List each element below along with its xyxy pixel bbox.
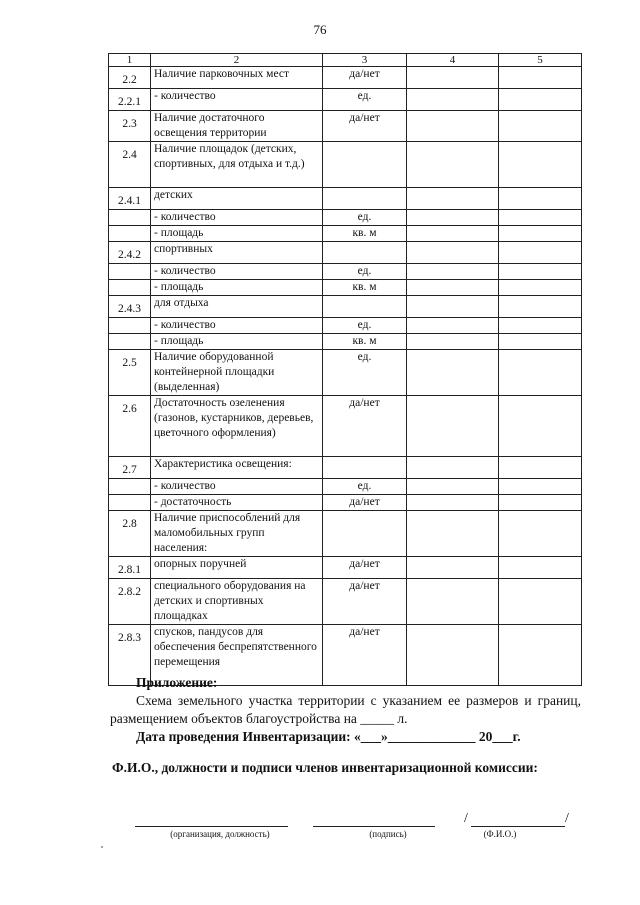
row-number: 2.5 bbox=[109, 350, 151, 396]
table-row bbox=[109, 188, 582, 210]
row-unit: ед. bbox=[323, 210, 407, 226]
table-row bbox=[109, 280, 582, 296]
row-indicator: специального оборудования на детских и спортивных площадках bbox=[151, 579, 323, 625]
row-value-col5 bbox=[499, 89, 582, 111]
row-number bbox=[109, 334, 151, 350]
row-unit: да/нет bbox=[323, 396, 407, 457]
table-row bbox=[109, 334, 582, 350]
row-unit: ед. bbox=[323, 264, 407, 280]
row-value-col4 bbox=[407, 280, 499, 296]
row-indicator: спусков, пандусов для обеспечения беспрепятственного перемещения bbox=[151, 625, 323, 686]
row-value-col5 bbox=[499, 511, 582, 557]
header-cell: 1 bbox=[109, 54, 151, 67]
row-value-col5 bbox=[499, 264, 582, 280]
row-value-col5 bbox=[499, 242, 582, 264]
row-number bbox=[109, 226, 151, 242]
row-number bbox=[109, 264, 151, 280]
signature-line bbox=[313, 826, 435, 827]
row-indicator: Наличие площадок (детских, спортивных, для отдыха и т.д.) bbox=[151, 142, 323, 188]
table-row bbox=[109, 396, 582, 457]
row-value-col4 bbox=[407, 67, 499, 89]
inventory-date-line: Дата проведения Инвентаризации: «___»_____________ 20___г. bbox=[136, 729, 521, 744]
row-value-col4 bbox=[407, 511, 499, 557]
row-value-col4 bbox=[407, 188, 499, 210]
row-value-col5 bbox=[499, 457, 582, 479]
row-value-col5 bbox=[499, 210, 582, 226]
row-indicator: - количество bbox=[151, 318, 323, 334]
row-value-col4 bbox=[407, 479, 499, 495]
row-indicator: - количество bbox=[151, 264, 323, 280]
row-value-col5 bbox=[499, 350, 582, 396]
row-unit bbox=[323, 142, 407, 188]
row-value-col5 bbox=[499, 479, 582, 495]
row-indicator: - количество bbox=[151, 210, 323, 226]
row-number bbox=[109, 495, 151, 511]
row-value-col4 bbox=[407, 579, 499, 625]
appendix-text: Схема земельного участка территории с указанием ее размеров и границ, размещением объектов благоустройства на _____ л. bbox=[110, 693, 581, 726]
row-value-col4 bbox=[407, 457, 499, 479]
header-cell: 2 bbox=[151, 54, 323, 67]
row-value-col4 bbox=[407, 350, 499, 396]
row-value-col5 bbox=[499, 280, 582, 296]
table-header-row bbox=[109, 54, 582, 67]
table-row bbox=[109, 318, 582, 334]
sign-caption: (подпись) bbox=[369, 829, 407, 839]
row-number bbox=[109, 318, 151, 334]
table-row bbox=[109, 557, 582, 579]
row-value-col5 bbox=[499, 579, 582, 625]
table-row bbox=[109, 67, 582, 89]
row-number: 2.4 bbox=[109, 142, 151, 188]
row-unit: ед. bbox=[323, 479, 407, 495]
row-unit bbox=[323, 511, 407, 557]
row-number bbox=[109, 210, 151, 226]
fio-signature-line bbox=[471, 826, 565, 827]
table-row bbox=[109, 226, 582, 242]
row-value-col5 bbox=[499, 334, 582, 350]
row-value-col5 bbox=[499, 67, 582, 89]
table-row bbox=[109, 511, 582, 557]
row-number: 2.4.3 bbox=[109, 296, 151, 318]
row-indicator: Наличие парковочных мест bbox=[151, 67, 323, 89]
row-value-col4 bbox=[407, 242, 499, 264]
table-row bbox=[109, 210, 582, 226]
row-number: 2.8.3 bbox=[109, 625, 151, 686]
row-number: 2.8 bbox=[109, 511, 151, 557]
appendix-title: Приложение: bbox=[136, 675, 218, 690]
commission-heading: Ф.И.О., должности и подписи членов инвентаризационной комиссии: bbox=[112, 760, 538, 775]
row-number bbox=[109, 280, 151, 296]
row-indicator: Наличие приспособлений для маломобильных групп населения: bbox=[151, 511, 323, 557]
row-unit: да/нет bbox=[323, 579, 407, 625]
row-value-col4 bbox=[407, 296, 499, 318]
header-cell: 4 bbox=[407, 54, 499, 67]
row-indicator: - количество bbox=[151, 89, 323, 111]
row-number: 2.2 bbox=[109, 67, 151, 89]
table-row bbox=[109, 296, 582, 318]
row-indicator: детских bbox=[151, 188, 323, 210]
row-value-col5 bbox=[499, 396, 582, 457]
row-unit: да/нет bbox=[323, 495, 407, 511]
row-value-col5 bbox=[499, 318, 582, 334]
row-value-col4 bbox=[407, 111, 499, 142]
row-value-col5 bbox=[499, 188, 582, 210]
row-value-col4 bbox=[407, 396, 499, 457]
row-indicator: - площадь bbox=[151, 334, 323, 350]
row-indicator: спортивных bbox=[151, 242, 323, 264]
row-value-col5 bbox=[499, 226, 582, 242]
row-value-col4 bbox=[407, 495, 499, 511]
table-row bbox=[109, 479, 582, 495]
appendix-block bbox=[110, 674, 581, 746]
row-indicator: для отдыха bbox=[151, 296, 323, 318]
row-unit: кв. м bbox=[323, 226, 407, 242]
row-unit: ед. bbox=[323, 89, 407, 111]
table-row bbox=[109, 111, 582, 142]
row-number: 2.3 bbox=[109, 111, 151, 142]
table-row bbox=[109, 457, 582, 479]
fio-slash-left: / bbox=[464, 811, 468, 826]
row-indicator: - площадь bbox=[151, 226, 323, 242]
table-row bbox=[109, 142, 582, 188]
row-number: 2.7 bbox=[109, 457, 151, 479]
row-value-col4 bbox=[407, 264, 499, 280]
header-cell: 5 bbox=[499, 54, 582, 67]
row-indicator: - площадь bbox=[151, 280, 323, 296]
table-row bbox=[109, 495, 582, 511]
row-number: 2.8.2 bbox=[109, 579, 151, 625]
row-value-col5 bbox=[499, 296, 582, 318]
table-row bbox=[109, 350, 582, 396]
inventory-table bbox=[108, 53, 582, 686]
row-indicator: Достаточность озеленения (газонов, кустарников, деревьев, цветочного оформления) bbox=[151, 396, 323, 457]
page-number: 76 bbox=[313, 22, 327, 37]
scan-artifact bbox=[101, 846, 103, 848]
row-number: 2.2.1 bbox=[109, 89, 151, 111]
row-unit: да/нет bbox=[323, 557, 407, 579]
row-value-col4 bbox=[407, 557, 499, 579]
fio-slash-right: / bbox=[565, 811, 569, 826]
row-unit: да/нет bbox=[323, 67, 407, 89]
row-number: 2.6 bbox=[109, 396, 151, 457]
row-number: 2.8.1 bbox=[109, 557, 151, 579]
fio-caption: (Ф.И.О.) bbox=[483, 829, 517, 839]
row-unit bbox=[323, 457, 407, 479]
row-number bbox=[109, 479, 151, 495]
row-value-col5 bbox=[499, 557, 582, 579]
row-indicator: опорных поручней bbox=[151, 557, 323, 579]
row-unit bbox=[323, 242, 407, 264]
row-indicator: Характеристика освещения: bbox=[151, 457, 323, 479]
row-indicator: Наличие достаточного освещения территории bbox=[151, 111, 323, 142]
row-unit: да/нет bbox=[323, 111, 407, 142]
header-cell: 3 bbox=[323, 54, 407, 67]
row-unit: да/нет bbox=[323, 625, 407, 686]
row-number: 2.4.1 bbox=[109, 188, 151, 210]
row-unit: ед. bbox=[323, 350, 407, 396]
row-value-col4 bbox=[407, 210, 499, 226]
row-value-col4 bbox=[407, 318, 499, 334]
table-row bbox=[109, 89, 582, 111]
row-unit: кв. м bbox=[323, 334, 407, 350]
row-indicator: - достаточность bbox=[151, 495, 323, 511]
row-value-col4 bbox=[407, 89, 499, 111]
row-unit: кв. м bbox=[323, 280, 407, 296]
row-unit bbox=[323, 296, 407, 318]
row-number: 2.4.2 bbox=[109, 242, 151, 264]
table-row bbox=[109, 242, 582, 264]
row-value-col4 bbox=[407, 226, 499, 242]
row-value-col4 bbox=[407, 334, 499, 350]
row-indicator: - количество bbox=[151, 479, 323, 495]
table-row bbox=[109, 264, 582, 280]
row-value-col5 bbox=[499, 142, 582, 188]
org-signature-line bbox=[135, 826, 288, 827]
row-value-col5 bbox=[499, 495, 582, 511]
row-unit: ед. bbox=[323, 318, 407, 334]
org-caption: (организация, должность) bbox=[170, 829, 270, 839]
row-value-col4 bbox=[407, 142, 499, 188]
row-indicator: Наличие оборудованной контейнерной площадки (выделенная) bbox=[151, 350, 323, 396]
table-row bbox=[109, 579, 582, 625]
row-unit bbox=[323, 188, 407, 210]
row-value-col5 bbox=[499, 111, 582, 142]
